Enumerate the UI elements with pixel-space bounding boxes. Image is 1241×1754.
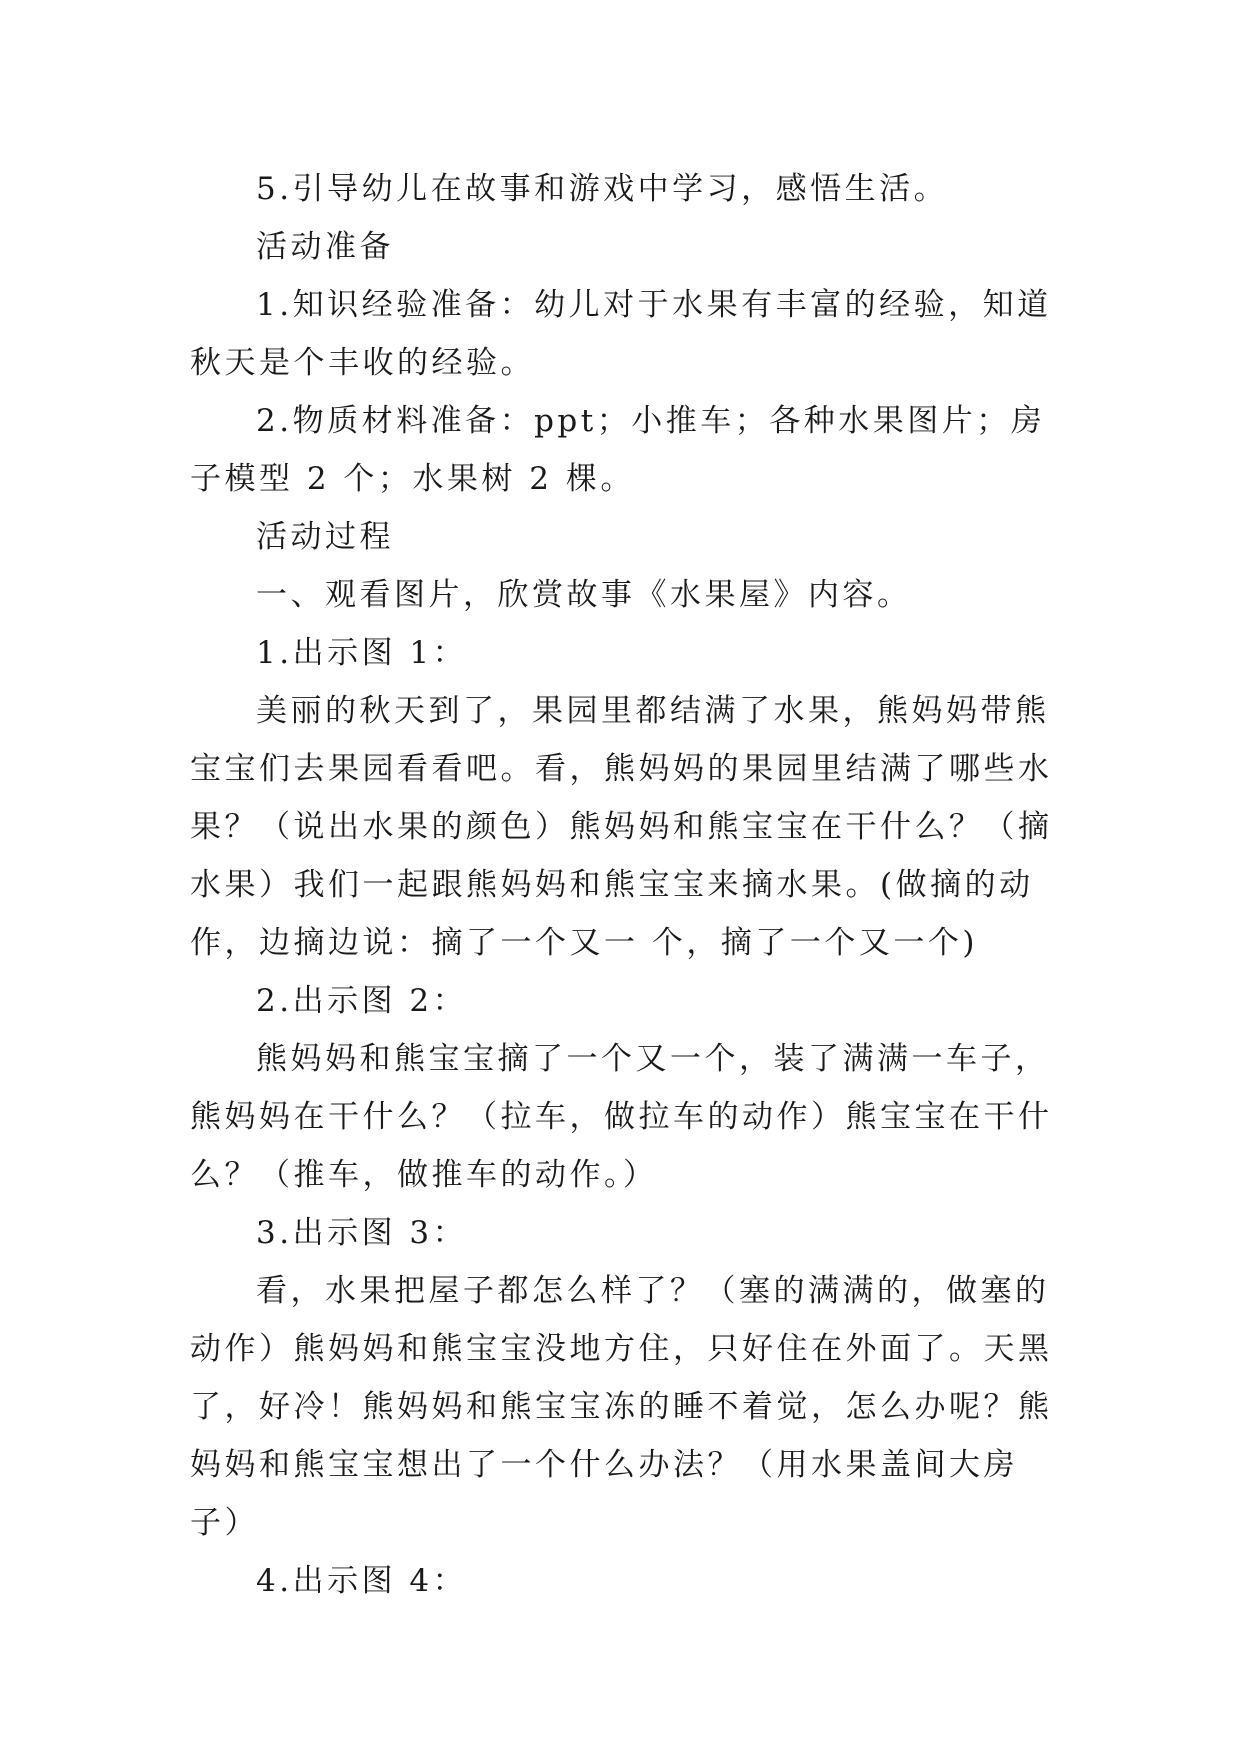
paragraph-story-3: 看，水果把屋子都怎么样了？（塞的满满的，做塞的动作）熊妈妈和熊宝宝没地方住，只好住在外面了。天黑了，好冷！熊妈妈和熊宝宝冻的睡不着觉，怎么办呢？熊妈妈和熊宝宝想出了一个什么办法？（用水果盖间大房子） bbox=[190, 1273, 1053, 1541]
section-heading-preparation: 活动准备 bbox=[256, 229, 394, 265]
paragraph-step-one: 一、观看图片，欣赏故事《水果屋》内容。 bbox=[256, 577, 912, 613]
paragraph-prep-materials: 2.物质材料准备：ppt；小推车；各种水果图片；房子模型 2 个；水果树 2 棵。 bbox=[190, 403, 1046, 497]
paragraph-show-picture-3: 3.出示图 3： bbox=[256, 1215, 468, 1251]
paragraph-show-picture-4: 4.出示图 4： bbox=[256, 1563, 468, 1599]
paragraph-goal-5: 5.引导幼儿在故事和游戏中学习，感悟生活。 bbox=[256, 171, 949, 207]
paragraph-story-1: 美丽的秋天到了，果园里都结满了水果，熊妈妈带熊宝宝们去果园看看吧。看，熊妈妈的果园里结满了哪些水果？（说出水果的颜色）熊妈妈和熊宝宝在干什么？（摘水果）我们一起跟熊妈妈和熊宝宝来摘水果。(做摘的动作，边摘边说：摘了一个又一 个，摘了一个又一个) bbox=[190, 693, 1053, 961]
paragraph-story-2: 熊妈妈和熊宝宝摘了一个又一个，装了满满一车子，熊妈妈在干什么？（拉车，做拉车的动作）熊宝宝在干什么？（推车，做推车的动作。） bbox=[190, 1041, 1053, 1193]
document-page bbox=[190, 160, 1070, 1610]
section-heading-process: 活动过程 bbox=[256, 519, 394, 555]
paragraph-show-picture-1: 1.出示图 1： bbox=[256, 635, 468, 671]
paragraph-show-picture-2: 2.出示图 2： bbox=[256, 983, 468, 1019]
paragraph-prep-knowledge: 1.知识经验准备：幼儿对于水果有丰富的经验，知道秋天是个丰收的经验。 bbox=[190, 287, 1052, 381]
